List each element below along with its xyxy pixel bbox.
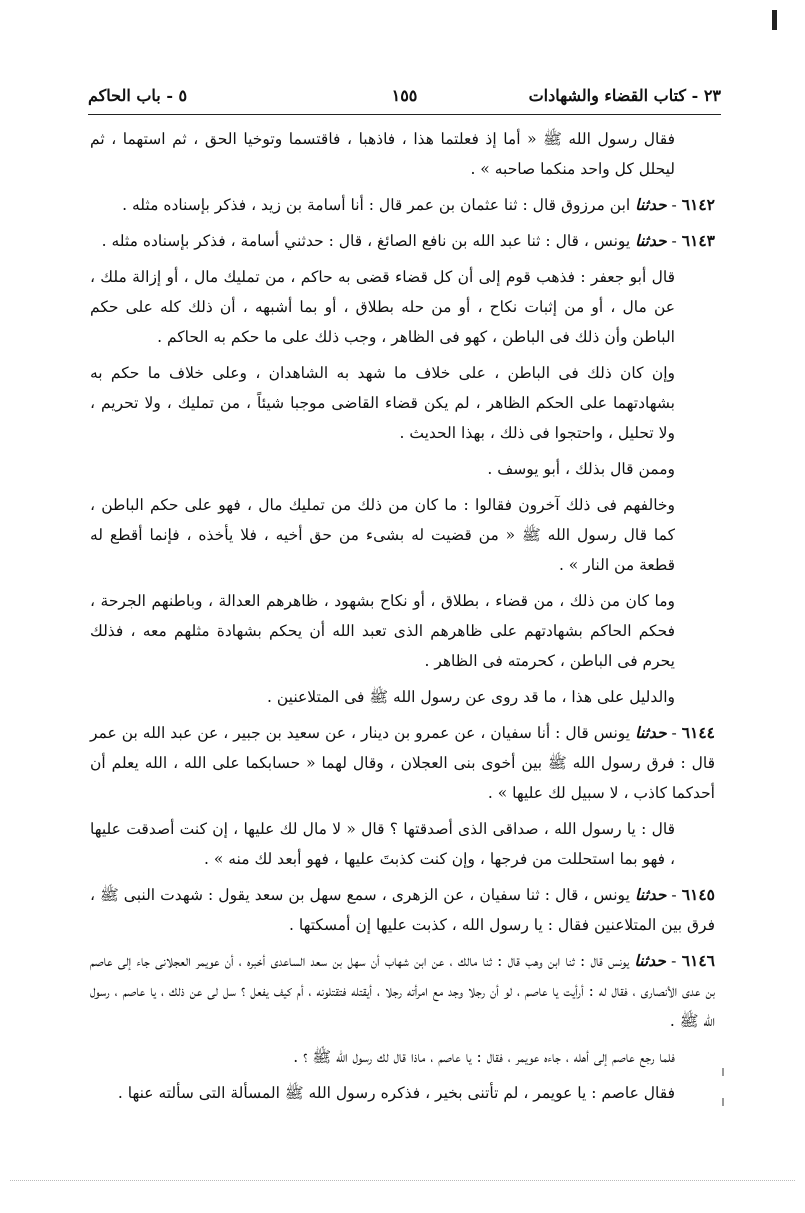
paragraph	[90, 1042, 715, 1072]
header-section: ٥ - باب الحاكم	[88, 86, 188, 105]
paragraph-text: وإن كان ذلك فى الباطن ، على خلاف ما شهد به الشاهدان ، وعلى خلاف ما حكم به بشهادتهما على الحكم الظاهر ، لم يكن قضاء القاضى موجبا شيئاً ، من تمليك ، ولا تحريم ، ولا تحليل ، واحتجوا فى ذلك ، بهذا الحديث .	[90, 364, 675, 442]
paragraph-text: فلما رجع عاصم إلى أهله ، جاءه عويمر ، فقال : يا عاصم ، ماذا قال لك رسول الله ﷺ ؟ .	[293, 1048, 675, 1066]
hadith-number: ٦١٤٥	[681, 885, 716, 904]
paragraph	[90, 262, 715, 352]
paragraph	[90, 586, 715, 676]
hadith-number: ٦١٤٦	[681, 951, 715, 970]
scan-corner-mark	[772, 10, 777, 30]
hadith-lead: حدثنا	[635, 723, 667, 742]
paragraph	[90, 1078, 715, 1108]
hadith-paragraph: ٦١٤٤ - حدثنا يونس قال : أنا سفيان ، عن عمرو بن دينار ، عن سعيد بن جبير ، عن عبد الله بن عمر قال : فرق رسول الله ﷺ بين أخوى بنى العجلان ، وقال لهما « حسابكما على الله ، الله يعلم أن أحدكما كاذب ، لا سبيل لك عليها » .	[90, 723, 716, 802]
paragraph-text: يونس قال : أنا سفيان ، عن عمرو بن دينار ، عن سعيد بن جبير ، عن عبد الله بن عمر قال : فرق رسول الله ﷺ بين أخوى بنى العجلان ، وقال لهما « حسابكما على الله ، الله يعلم أن أحدكما كاذب ، لا سبيل لك عليها » .	[90, 724, 715, 802]
paragraph-text: وممن قال بذلك ، أبو يوسف .	[487, 460, 675, 478]
paragraph	[90, 490, 715, 580]
hadith-number: ٦١٤٤	[681, 723, 716, 742]
hadith-lead: حدثنا	[635, 195, 667, 214]
paragraph-text: والدليل على هذا ، ما قد روى عن رسول الله ﷺ فى المتلاعنين .	[267, 688, 675, 706]
paragraph-text: يونس ، قال : ثنا عبد الله بن نافع الصائغ ، قال : حدثني أسامة ، فذكر بإسناده مثله .	[101, 232, 631, 250]
paragraph	[90, 814, 715, 874]
hadith-paragraph: ٦١٤٦ - حدثنا يونس قال : ثنا ابن وهب قال : ثنا مالك ، عن ابن شهاب أن سهل بن سعد الساعدى أخبره ، أن عويمر العجلانى جاء إلى عاصم بن عدى الأنصارى ، فقال له : أرأيت يا عاصم ، لو أن رجلا وجد مع امرأته رجلا ، أيقتله فتقتلونه ، أم كيف يفعل ؟ سل لى عن ذلك ، يا عاصم ، رسول الله ﷺ .	[90, 951, 715, 1030]
paragraph-text: يونس ، قال : ثنا سفيان ، عن الزهرى ، سمع سهل بن سعد يقول : شهدت النبى ﷺ ، فرق بين المتلاعنين فقال : يا رسول الله ، كذبت عليها إن أمسكتها .	[90, 886, 715, 934]
paragraph-text: وما كان من ذلك ، من قضاء ، بطلاق ، أو نكاح بشهود ، ظاهرهم العدالة ، وباطنهم الجرحة ، فحكم الحاكم بشهادتهم على ظاهرهم الذى تعبد الله أن يحكم بشهادة مثلهم معه ، فذلك يحرم فى الباطن ، كحرمته فى الظاهر .	[90, 592, 675, 670]
paragraph	[90, 454, 715, 484]
margin-speck	[722, 1068, 724, 1076]
paragraph	[90, 124, 715, 184]
hadith-lead: حدثنا	[635, 231, 667, 250]
paragraph-text: قال أبو جعفر : فذهب قوم إلى أن كل قضاء قضى به حاكم ، من تمليك مال ، أو إزالة ملك ، عن مال ، أو من إثبات نكاح ، أو من حله بطلاق ، أو بما أشبهه ، أن ذلك كله على حكم الباطن وأن ذلك فى الباطن ، كهو فى الظاهر ، وجب ذلك على ما حكم به الحاكم .	[90, 268, 675, 346]
hadith-lead: حدثنا	[634, 885, 667, 904]
paragraph-text: قال : يا رسول الله ، صداقى الذى أصدقتها ؟ قال « لا مال لك عليها ، إن كنت أصدقت عليها ، فهو بما استحللت من فرجها ، وإن كنت كذبتَ عليها ، فهو أبعد لك منه » .	[90, 820, 675, 868]
hadith-number: ٦١٤٣	[681, 231, 715, 250]
hadith-lead: حدثنا	[634, 951, 666, 970]
paragraph	[90, 682, 715, 712]
paragraph-text: ابن مرزوق قال : ثنا عثمان بن عمر قال : أنا أسامة بن زيد ، فذكر بإسناده مثله .	[122, 196, 631, 214]
running-header	[88, 86, 721, 112]
hadith-paragraph: ٦١٤٣ - حدثنا يونس ، قال : ثنا عبد الله بن نافع الصائغ ، قال : حدثني أسامة ، فذكر بإسناده مثله .	[101, 231, 715, 250]
paragraph-text: فقال عاصم : يا عويمر ، لم تأتنى بخير ، فذكره رسول الله ﷺ المسألة التى سألته عنها .	[117, 1084, 675, 1102]
hadith-number: ٦١٤٢	[681, 195, 715, 214]
margin-speck	[722, 1098, 724, 1106]
paragraph	[90, 358, 715, 448]
header-page-number: ١٥٥	[391, 86, 418, 105]
page-body	[90, 124, 715, 1114]
scan-bottom-edge	[10, 1180, 795, 1181]
paragraph-text: فقال رسول الله ﷺ « أما إذ فعلتما هذا ، فاذهبا ، فاقتسما وتوخيا الحق ، ثم استهما ، ثم ليحلل كل واحد منكما صاحبه » .	[90, 130, 675, 178]
hadith-paragraph: ٦١٤٢ - حدثنا ابن مرزوق قال : ثنا عثمان بن عمر قال : أنا أسامة بن زيد ، فذكر بإسناده مثله .	[122, 195, 715, 214]
paragraph-text: وخالفهم فى ذلك آخرون فقالوا : ما كان من ذلك من تمليك مال ، فهو على حكم الباطن ، كما قال رسول الله ﷺ « من قضيت له بشىء من حق أخيه ، فلا يأخذه ، فإنما أقطع له قطعة من النار » .	[90, 496, 675, 574]
hadith-paragraph: ٦١٤٥ - حدثنا يونس ، قال : ثنا سفيان ، عن الزهرى ، سمع سهل بن سعد يقول : شهدت النبى ﷺ ، فرق بين المتلاعنين فقال : يا رسول الله ، كذبت عليها إن أمسكتها .	[90, 885, 716, 934]
paragraph-text: يونس قال : ثنا ابن وهب قال : ثنا مالك ، عن ابن شهاب أن سهل بن سعد الساعدى أخبره ، أن عويمر العجلانى جاء إلى عاصم بن عدى الأنصارى ، فقال له : أرأيت يا عاصم ، لو أن رجلا وجد مع امرأته رجلا ، أيقتله فتقتلونه ، أم كيف يفعل ؟ سل لى عن ذلك ، يا عاصم ، رسول الله ﷺ .	[90, 952, 715, 1030]
header-chapter: ٢٣ - كتاب القضاء والشهادات	[528, 86, 721, 105]
header-divider	[88, 114, 721, 115]
